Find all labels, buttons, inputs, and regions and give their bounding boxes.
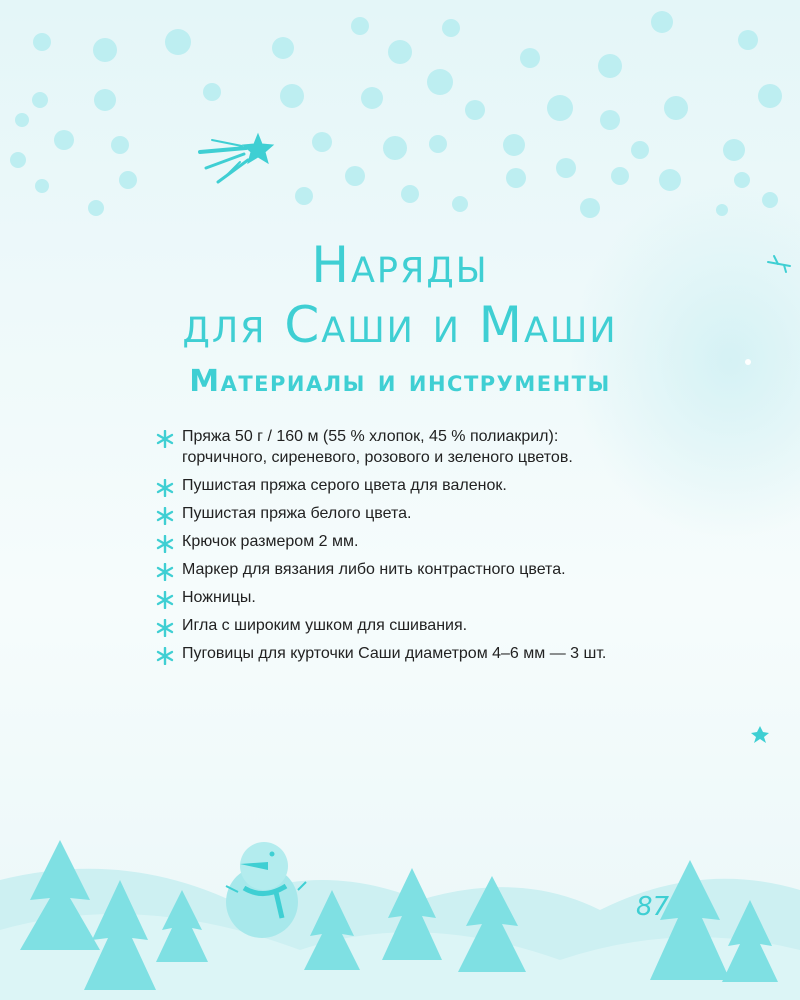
shooting-star-icon (200, 134, 273, 182)
list-item-text: Пряжа 50 г / 160 м (55 % хлопок, 45 % полиакрил): горчичного, сиреневого, розового и зеленого цветов. (182, 428, 573, 466)
list-item-text: Пуговицы для курточки Саши диаметром 4–6 мм — 3 шт. (182, 645, 607, 662)
page-title-line1: Наряды (311, 236, 489, 294)
list-item-text: Крючок размером 2 мм. (182, 533, 359, 550)
snowflake-icon (156, 619, 174, 637)
snowflake-icon (156, 647, 174, 665)
page-number: 87 (636, 892, 670, 922)
list-item (156, 503, 636, 524)
section-heading: Материалы и инструменты (189, 364, 611, 399)
list-item-text: Пушистая пряжа серого цвета для валенок. (182, 477, 507, 494)
snowflake-icon (156, 563, 174, 581)
list-item-text: Ножницы. (182, 589, 256, 606)
list-item-text: Маркер для вязания либо нить контрастного цвета. (182, 561, 566, 578)
list-item (156, 559, 636, 580)
list-item (156, 587, 636, 608)
list-item (156, 531, 636, 552)
snowflake-icon (156, 507, 174, 525)
snowflake-icon (156, 591, 174, 609)
list-item-text: Игла с широким ушком для сшивания. (182, 617, 468, 634)
list-item (156, 643, 636, 664)
list-item-text: Пушистая пряжа белого цвета. (182, 505, 412, 522)
snowflake-icon (156, 479, 174, 497)
snowflake-icon (156, 535, 174, 553)
materials-list (156, 426, 636, 671)
list-item (156, 615, 636, 636)
small-star-icon (751, 726, 769, 743)
list-item (156, 475, 636, 496)
list-item (156, 426, 636, 468)
page-title-line2: для Саши и Маши (182, 296, 618, 354)
snow-dots (10, 11, 782, 218)
snowflake-icon (156, 430, 174, 448)
